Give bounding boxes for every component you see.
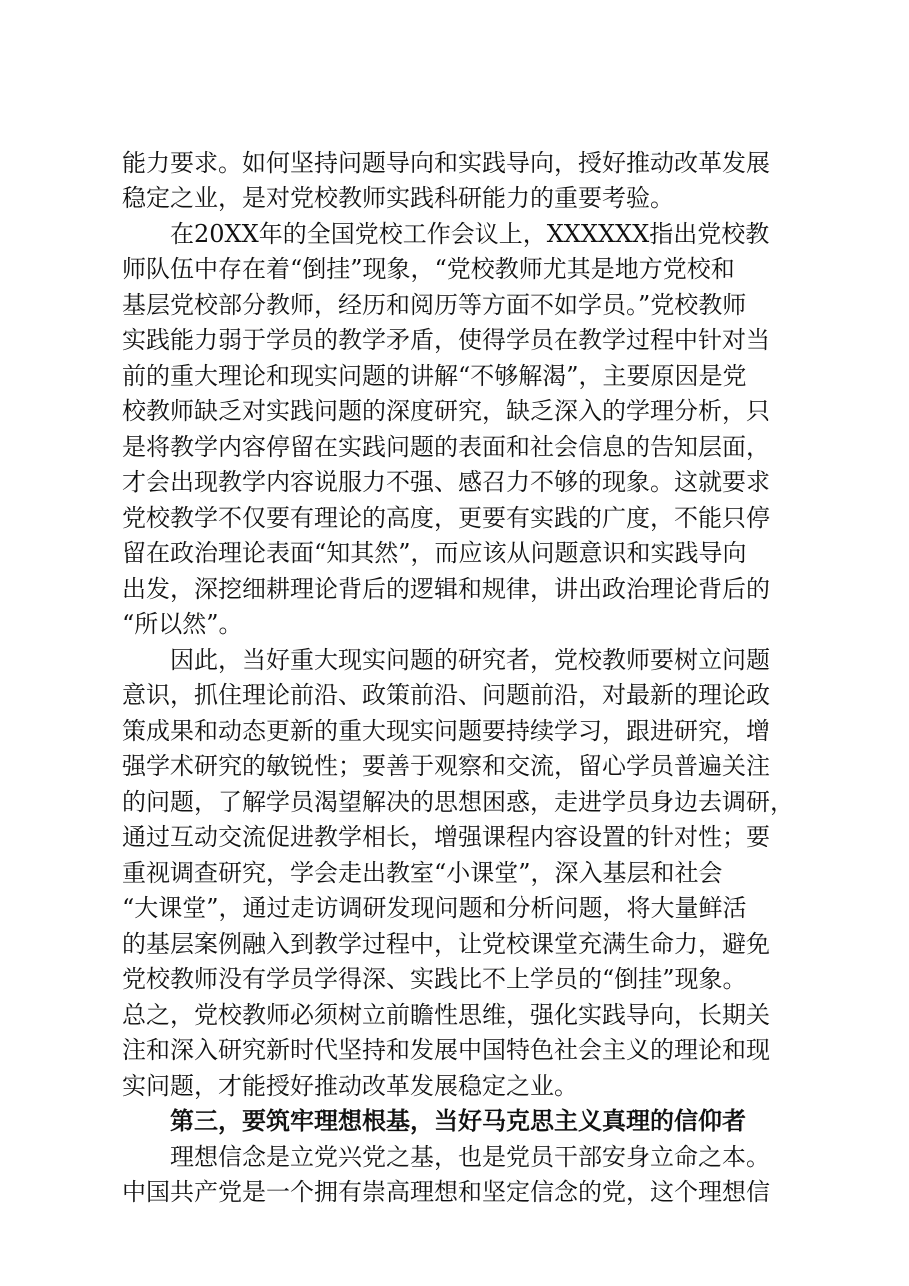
text-line: 师队伍中存在着“倒挂”现象，“党校教师尤其是地方党校和 <box>122 255 735 283</box>
text-line: “所以然”。 <box>122 610 243 638</box>
text-line: 注和深入研究新时代坚持和发展中国特色社会主义的理论和现 <box>122 1036 770 1064</box>
text-line: 中国共产党是一个拥有崇高理想和坚定信念的党，这个理想信 <box>122 1178 770 1206</box>
text-line: 前的重大理论和现实问题的讲解“不够解渴”，主要原因是党 <box>122 362 747 390</box>
text-line: 是将教学内容停留在实践问题的表面和社会信息的告知层面， <box>122 433 770 461</box>
text-line: 实问题，才能授好推动改革发展稳定之业。 <box>122 1072 578 1100</box>
text-line: 重视调查研究，学会走出教室“小课堂”，深入基层和社会 <box>122 859 723 887</box>
text-line: 留在政治理论表面“知其然”，而应该从问题意识和实践导向 <box>122 539 747 567</box>
text-line: 基层党校部分教师，经历和阅历等方面不如学员。”党校教师 <box>122 291 747 319</box>
text-line: 党校教师没有学员学得深、实践比不上学员的“倒挂”现象。 <box>122 965 747 993</box>
section-heading: 第三，要筑牢理想根基，当好马克思主义真理的信仰者 <box>170 1107 746 1135</box>
text-line: 能力要求。如何坚持问题导向和实践导向，授好推动改革发展 <box>122 149 770 177</box>
text-line: 校教师缺乏对实践问题的深度研究，缺乏深入的学理分析，只 <box>122 397 770 425</box>
paragraph-first-line: 因此，当好重大现实问题的研究者，党校教师要树立问题 <box>170 646 770 674</box>
text-line: 的基层案例融入到教学过程中，让党校课堂充满生命力，避免 <box>122 930 770 958</box>
text-line: 的问题，了解学员渴望解决的思想困惑，走进学员身边去调研， <box>122 788 794 816</box>
paragraph-first-line: 理想信念是立党兴党之基，也是党员干部安身立命之本。 <box>170 1143 770 1171</box>
paragraph-first-line: 在20XX年的全国党校工作会议上，XXXXXX指出党校教 <box>170 220 770 248</box>
text-line: 意识，抓住理论前沿、政策前沿、问题前沿，对最新的理论政 <box>122 681 770 709</box>
text-line: 强学术研究的敏锐性；要善于观察和交流，留心学员普遍关注 <box>122 752 770 780</box>
text-line: 出发，深挖细耕理论背后的逻辑和规律，讲出政治理论背后的 <box>122 575 770 603</box>
text-line: 总之，党校教师必须树立前瞻性思维，强化实践导向，长期关 <box>122 1001 770 1029</box>
text-line: 稳定之业，是对党校教师实践科研能力的重要考验。 <box>122 184 674 212</box>
text-line: “大课堂”，通过走访调研发现问题和分析问题，将大量鲜活 <box>122 894 747 922</box>
text-line: 通过互动交流促进教学相长，增强课程内容设置的针对性；要 <box>122 823 770 851</box>
text-line: 策成果和动态更新的重大现实问题要持续学习，跟进研究，增 <box>122 717 770 745</box>
text-line: 才会出现教学内容说服力不强、感召力不够的现象。这就要求 <box>122 468 770 496</box>
text-line: 实践能力弱于学员的教学矛盾，使得学员在教学过程中针对当 <box>122 326 770 354</box>
text-line: 党校教学不仅要有理论的高度，更要有实践的广度，不能只停 <box>122 504 770 532</box>
